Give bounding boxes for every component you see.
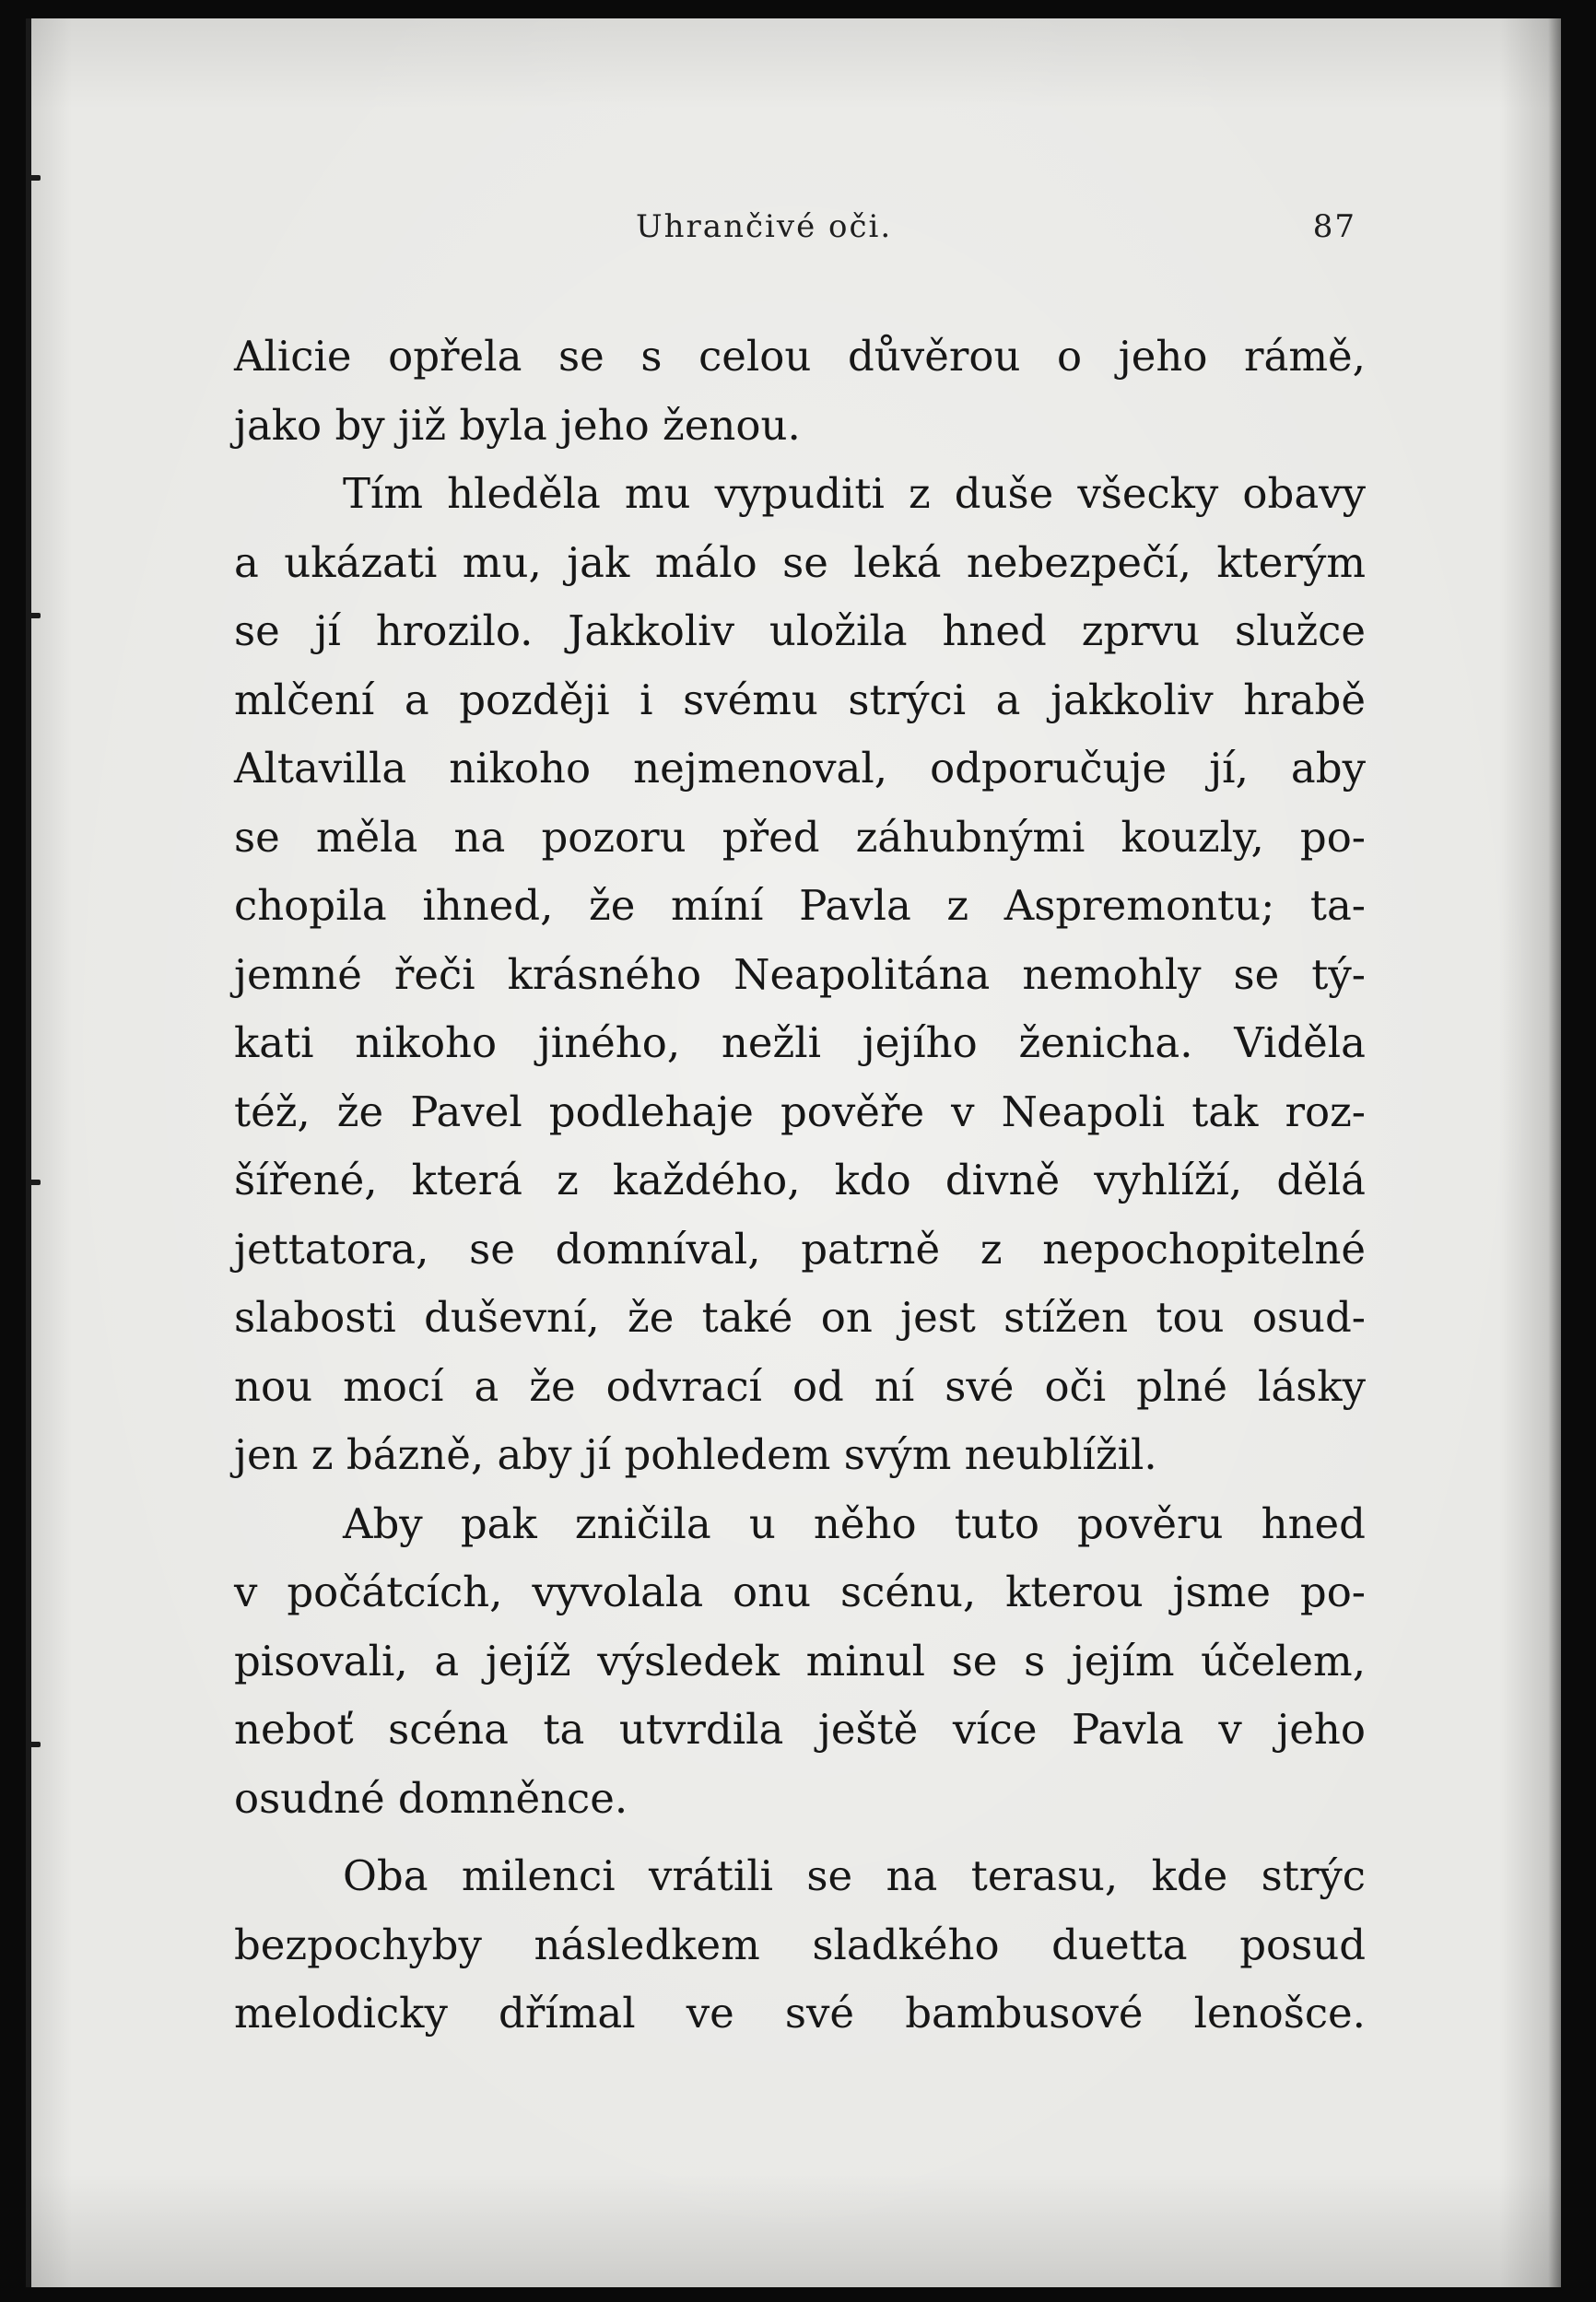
text-line: Alicie opřela se s celou důvěrou o jeho rámě, [234, 332, 1366, 381]
text-line: Aby pak zničila u něho tuto pověru hned [343, 1498, 1366, 1548]
text-line: Altavilla nikoho nejmenoval, odporučuje jí, aby [234, 744, 1366, 793]
running-head-title: Uhrančivé oči. [636, 208, 893, 245]
text-line: šířené, která z každého, kdo divně vyhlíží, dělá [234, 1156, 1366, 1204]
text-line: v počátcích, vyvolala onu scénu, kterou jsme po- [234, 1568, 1366, 1616]
paragraph [234, 1842, 1366, 2049]
paragraph-gap [234, 1833, 1366, 1842]
binding-mark [26, 1180, 41, 1185]
page-edge-shadow [1548, 18, 1561, 2287]
text-line: jen z bázně, aby jí pohledem svým neublížil. [234, 1430, 1157, 1479]
text-line: též, že Pavel podlehaje pověře v Neapoli tak roz- [234, 1086, 1366, 1136]
text-line: bezpochyby následkem sladkého duetta posud [234, 1920, 1366, 1969]
text-line: jemné řeči krásného Neapolitána nemohly se tý- [234, 949, 1366, 999]
paragraph [234, 323, 1366, 460]
binding-edge [26, 18, 31, 2287]
text-line: jettatora, se domníval, patrně z nepochopitelné [234, 1224, 1366, 1274]
text-line: osudné domněnce. [234, 1773, 628, 1823]
text-line: slabosti duševní, že také on jest stížen tou osud- [234, 1293, 1366, 1342]
text-line: chopila ihned, že míní Pavla z Aspremontu; ta- [234, 881, 1366, 930]
text-line: mlčení a později i svému strýci a jakkoliv hrabě [234, 675, 1366, 724]
text-line: a ukázati mu, jak málo se leká nebezpečí, kterým [234, 537, 1366, 587]
binding-mark [26, 1742, 41, 1747]
page-number: 87 [1312, 208, 1356, 245]
text-line: pisovali, a jejíž výsledek minul se s jejím účelem, [234, 1636, 1366, 1685]
paragraph [234, 1490, 1366, 1834]
text-line: neboť scéna ta utvrdila ještě více Pavla v jeho [234, 1705, 1366, 1754]
text-line: se měla na pozoru před záhubnými kouzly, po- [234, 812, 1366, 862]
text-line: kati nikoho jiného, nežli jejího ženicha. Viděla [234, 1018, 1366, 1067]
text-line: nou mocí a že odvrací od ní své oči plné lásky [234, 1361, 1366, 1411]
running-head [636, 208, 1356, 254]
text-line: melodicky dřímal ve své bambusové lenošce. [234, 1989, 1366, 2038]
text-line: jako by již byla jeho ženou. [234, 400, 801, 450]
binding-mark [26, 613, 41, 618]
paragraph [234, 460, 1366, 1490]
body-text [234, 323, 1366, 2049]
text-line: se jí hrozilo. Jakkoliv uložila hned zprvu služce [234, 606, 1366, 655]
text-line: Oba milenci vrátili se na terasu, kde strýc [343, 1851, 1366, 1900]
binding-mark [26, 175, 41, 181]
text-line: Tím hleděla mu vypuditi z duše všecky obavy [343, 469, 1366, 518]
